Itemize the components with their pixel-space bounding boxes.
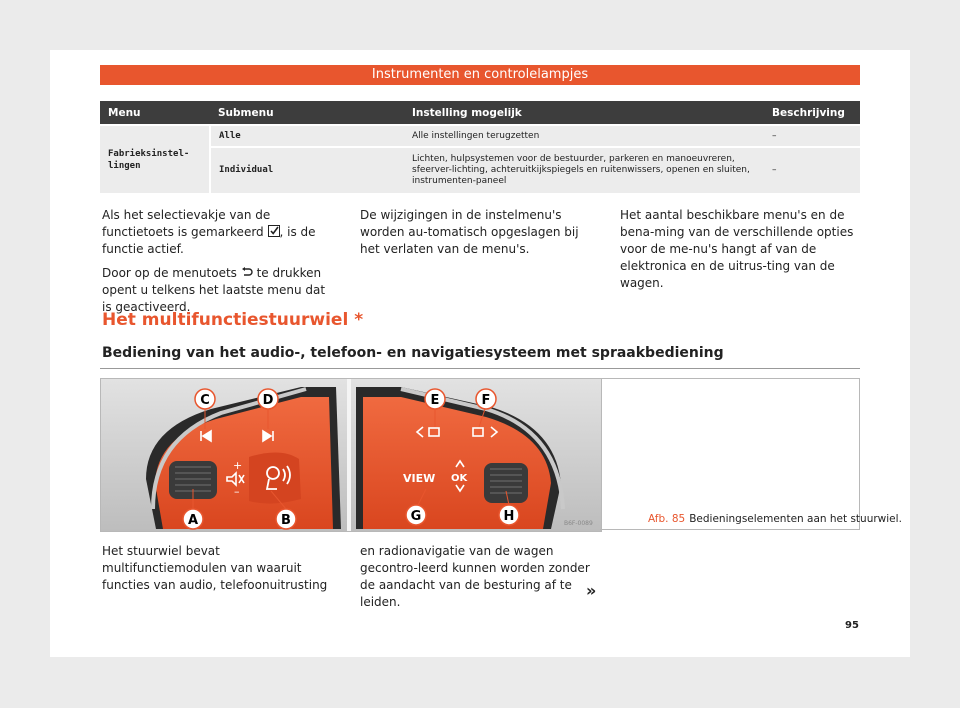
label-f: F	[481, 393, 491, 408]
label-e: E	[430, 393, 440, 408]
label-h: H	[503, 509, 515, 524]
label-g: G	[410, 509, 422, 524]
paragraph-text: te drukken opent u telkens het laatste menu dat is geactiveerd.	[102, 266, 326, 314]
table-cell-description: –	[764, 125, 860, 147]
paragraph-text: , is de functie actief.	[102, 225, 316, 256]
table-header-menu: Menu	[100, 101, 210, 125]
table-cell-setting: Lichten, hulpsystemen voor de bestuurder, parkeren en manoeuvreren, sfeerver-lichting, achteruitkijkspiegels en ruitenwissers, openen en sluiten, instrumenten-paneel	[404, 147, 764, 193]
table-row	[100, 125, 860, 147]
bottom-text-column-1	[102, 543, 338, 601]
back-arrow-icon	[241, 266, 253, 280]
table-cell-submenu: Alle	[210, 125, 404, 147]
steering-wheel-figure	[100, 378, 602, 532]
subsection-title: Bediening van het audio-, telefoon- en navigatiesysteem met spraakbediening	[102, 345, 724, 361]
paragraph: en radionavigatie van de wagen gecontro-leerd kunnen worden zonder de aandacht van de besturing af te leiden.	[360, 544, 590, 609]
settings-table	[100, 101, 860, 193]
chapter-header: Instrumenten en controlelampjes	[100, 65, 860, 85]
paragraph: Het aantal beschikbare menu's en de bena-ming van de verschillende opties voor de me-nu's hangt af van de elektronica en de uitrus-ting van de wagen.	[620, 208, 854, 290]
continue-mark: »	[586, 581, 597, 600]
table-header-row	[100, 101, 860, 125]
section-title: Het multifunctiestuurwiel *	[102, 310, 364, 330]
view-button-label[interactable]: VIEW	[403, 472, 436, 485]
paragraph: De wijzigingen in de instelmenu's worden au-tomatisch opgeslagen bij het verlaten van de menu's.	[360, 208, 579, 256]
paragraph-text: Door op de menutoets	[102, 266, 237, 280]
bottom-text-column-2	[360, 543, 596, 618]
table-cell-menu: Fabrieksinstel- lingen	[100, 125, 210, 193]
paragraph	[102, 265, 338, 316]
steering-wheel-illustration	[101, 379, 601, 531]
volume-minus-label: –	[234, 485, 240, 498]
paragraph	[102, 207, 338, 258]
table-row	[100, 147, 860, 193]
label-c: C	[200, 393, 210, 408]
table-cell-description: –	[764, 147, 860, 193]
paragraph-text: Als het selectievakje van de functietoets is gemarkeerd	[102, 208, 271, 239]
label-b: B	[281, 513, 291, 528]
ok-button-label[interactable]: OK	[451, 473, 468, 484]
table-header-submenu: Submenu	[210, 101, 404, 125]
table-header-setting: Instelling mogelijk	[404, 101, 764, 125]
figure-caption-box	[600, 378, 860, 530]
divider	[100, 368, 860, 369]
label-a: A	[187, 513, 199, 528]
figure-caption-text: Bedieningselementen aan het stuurwiel.	[689, 513, 902, 525]
table-cell-submenu: Individual	[210, 147, 404, 193]
text-column-2	[360, 207, 596, 265]
table-header-description: Beschrijving	[764, 101, 860, 125]
page-number: 95	[845, 620, 859, 631]
text-column-1	[102, 207, 338, 323]
volume-plus-label: +	[233, 459, 243, 472]
paragraph: Het stuurwiel bevat multifunctiemodulen van waaruit functies van audio, telefoonuitrusting	[102, 544, 328, 592]
table-cell-setting: Alle instellingen terugzetten	[404, 125, 764, 147]
figure-caption	[648, 513, 902, 525]
text-column-3	[620, 207, 856, 299]
figure-number: Afb. 85	[648, 513, 686, 525]
label-d: D	[262, 393, 274, 408]
checkbox-checked-icon	[268, 225, 280, 237]
image-code: B6F-0089	[564, 520, 593, 527]
